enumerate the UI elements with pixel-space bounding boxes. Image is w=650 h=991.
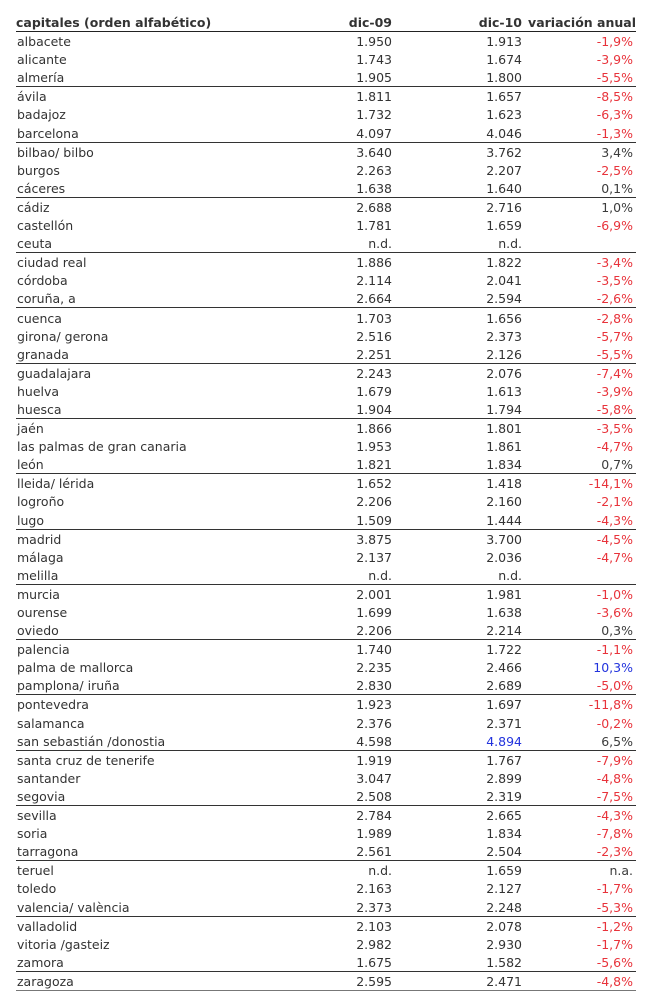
variation-cell: -7,9% (596, 752, 633, 768)
header-row (16, 12, 636, 32)
dic-09-cell: 2.376 (356, 715, 392, 731)
variation-cell: -1,2% (596, 918, 633, 934)
variation-cell: -5,3% (522, 897, 636, 916)
dic-09-cell: 2.516 (356, 328, 392, 344)
dic-10-cell: 1.640 (392, 179, 522, 198)
variation-cell: -7,4% (596, 365, 633, 381)
price-table (16, 12, 636, 991)
city-cell: barcelona (16, 123, 284, 142)
dic-10-cell: n.d. (392, 566, 522, 585)
dic-09-cell: 1.743 (356, 52, 392, 68)
table-row (16, 603, 636, 621)
variation-cell: -4,7% (596, 549, 633, 565)
city-cell: girona/ gerona (17, 328, 109, 344)
dic-10-cell: 1.767 (486, 752, 522, 768)
dic-10-cell: 1.794 (392, 400, 522, 419)
table-row (16, 197, 636, 216)
city-cell: cádiz (17, 199, 50, 215)
dic-10-cell: 4.046 (392, 123, 522, 142)
city-cell: coruña, a (16, 289, 284, 308)
table-row (16, 621, 636, 640)
dic-10-cell: 1.722 (486, 642, 522, 658)
variation-cell: -5,7% (596, 328, 633, 344)
dic-09-cell: 1.638 (284, 179, 392, 198)
dic-09-cell: 3.875 (356, 531, 392, 547)
dic-09-cell: 2.561 (284, 842, 392, 861)
table-row (16, 455, 636, 474)
city-cell: albacete (17, 34, 71, 50)
city-cell: huelva (17, 383, 60, 399)
variation-cell: -2,1% (596, 494, 633, 510)
dic-09-cell: 1.811 (356, 89, 392, 105)
dic-10-cell: 1.834 (392, 455, 522, 474)
dic-10-cell: 1.418 (486, 476, 522, 492)
dic-09-cell: 1.923 (356, 697, 392, 713)
dic-10-cell: 2.899 (486, 770, 522, 786)
table-row (16, 584, 636, 603)
dic-10-cell: n.d. (392, 234, 522, 253)
variation-cell: -7,8% (596, 826, 633, 842)
variation-cell: -1,7% (596, 936, 633, 952)
dic-10-cell: 2.207 (486, 162, 522, 178)
city-cell: ourense (17, 605, 68, 620)
dic-09-cell: 1.904 (284, 400, 392, 419)
dic-10-cell: 2.078 (486, 918, 522, 934)
variation-cell (522, 566, 636, 585)
dic-09-cell: 2.206 (284, 621, 392, 640)
city-cell: palencia (17, 642, 70, 658)
dic-10-cell: 1.800 (392, 68, 522, 87)
dic-10-cell: 2.214 (392, 621, 522, 640)
table-row (16, 418, 636, 437)
city-cell: ávila (17, 89, 47, 105)
dic-10-cell: 2.716 (486, 199, 522, 215)
city-cell: ceuta (16, 234, 284, 253)
table-row (16, 750, 636, 769)
dic-10-cell: 2.665 (486, 808, 522, 824)
header-variation: variación anual (522, 12, 636, 32)
city-cell: pontevedra (17, 697, 89, 713)
city-cell: lugo (16, 510, 284, 529)
table-row (16, 842, 636, 861)
variation-cell: 10,3% (593, 660, 633, 676)
table-row (16, 363, 636, 382)
dic-09-cell: 1.866 (356, 421, 392, 437)
variation-cell: -1,0% (596, 586, 633, 602)
variation-cell: -3,5% (596, 421, 633, 437)
dic-09-cell: 1.732 (356, 107, 392, 123)
dic-10-cell: 2.930 (486, 936, 522, 952)
variation-cell: 0,7% (522, 455, 636, 474)
dic-10-cell: 2.373 (486, 328, 522, 344)
table-row (16, 805, 636, 824)
city-cell: santa cruz de tenerife (17, 752, 155, 768)
variation-cell: -1,1% (596, 642, 633, 658)
variation-cell: -5,8% (522, 400, 636, 419)
city-cell: huesca (16, 400, 284, 419)
city-cell: pamplona/ iruña (16, 676, 284, 695)
variation-cell: -2,8% (596, 310, 633, 326)
dic-09-cell: 1.953 (356, 439, 392, 455)
variation-cell: -3,9% (596, 383, 633, 399)
dic-10-cell: 1.623 (486, 107, 522, 123)
dic-09-cell: 2.784 (356, 808, 392, 824)
table-row (16, 308, 636, 327)
dic-10-cell: 3.762 (486, 144, 522, 160)
city-cell: burgos (17, 162, 60, 178)
dic-09-cell: 2.163 (356, 881, 392, 897)
table-row (16, 234, 636, 253)
dic-09-cell: 2.263 (356, 162, 392, 178)
variation-cell: 0,1% (522, 179, 636, 198)
variation-cell: -3,6% (596, 605, 633, 620)
variation-cell: 0,3% (522, 621, 636, 640)
city-cell: jaén (17, 421, 44, 437)
dic-09-cell: 1.919 (356, 752, 392, 768)
dic-10-cell: 2.076 (486, 365, 522, 381)
variation-cell: -6,3% (596, 107, 633, 123)
dic-09-cell: n.d. (284, 234, 392, 253)
variation-cell: -0,2% (596, 715, 633, 731)
variation-cell: 6,5% (522, 732, 636, 751)
variation-cell: -2,3% (522, 842, 636, 861)
variation-cell (522, 234, 636, 253)
city-cell: murcia (17, 586, 60, 602)
table-row (16, 787, 636, 806)
table-row (16, 971, 636, 990)
dic-10-cell: 2.466 (486, 660, 522, 676)
dic-10-cell: 1.659 (486, 863, 522, 879)
table-row (16, 695, 636, 714)
table-row (16, 271, 636, 289)
dic-09-cell: 2.664 (284, 289, 392, 308)
city-cell: palma de mallorca (17, 660, 134, 676)
variation-cell: -3,9% (596, 52, 633, 68)
dic-10-cell: 1.697 (486, 697, 522, 713)
variation-cell: -4,3% (522, 510, 636, 529)
city-cell: lleida/ lérida (17, 476, 95, 492)
dic-09-cell: 2.688 (356, 199, 392, 215)
dic-10-cell: 1.659 (486, 218, 522, 234)
header-dic-09: dic-09 (284, 12, 392, 32)
table-row (16, 32, 636, 51)
table-row (16, 713, 636, 731)
table-row (16, 142, 636, 161)
table-row (16, 87, 636, 106)
dic-09-cell: 2.243 (356, 365, 392, 381)
city-cell: madrid (17, 531, 62, 547)
city-cell: toledo (17, 881, 57, 897)
variation-cell: -4,7% (596, 439, 633, 455)
variation-cell: -14,1% (588, 476, 633, 492)
table-row (16, 935, 636, 953)
table-row (16, 123, 636, 142)
table-row (16, 732, 636, 751)
city-cell: león (16, 455, 284, 474)
city-cell: logroño (17, 494, 65, 510)
dic-09-cell: 2.206 (356, 494, 392, 510)
dic-10-cell: 1.834 (486, 826, 522, 842)
dic-10-cell: 2.160 (486, 494, 522, 510)
table-row (16, 105, 636, 123)
table-row (16, 253, 636, 272)
variation-cell: -4,8% (522, 971, 636, 990)
table-row (16, 492, 636, 510)
city-cell: sevilla (17, 808, 57, 824)
table-row (16, 676, 636, 695)
table-row (16, 68, 636, 87)
table-row (16, 437, 636, 455)
dic-09-cell: 2.251 (284, 345, 392, 364)
city-cell: almería (16, 68, 284, 87)
variation-cell: -4,5% (596, 531, 633, 547)
table-row (16, 345, 636, 364)
variation-cell: -5,6% (522, 953, 636, 972)
variation-cell: -1,9% (596, 34, 633, 50)
table-body (16, 32, 636, 991)
variation-cell: 1,0% (601, 199, 633, 215)
city-cell: teruel (17, 863, 54, 879)
city-cell: san sebastián /donostia (16, 732, 284, 751)
table-row (16, 179, 636, 198)
dic-10-cell: 2.041 (486, 273, 522, 289)
table-row (16, 916, 636, 935)
dic-09-cell: 1.675 (284, 953, 392, 972)
variation-cell: -5,5% (522, 68, 636, 87)
city-cell: córdoba (17, 273, 68, 289)
dic-09-cell: 2.373 (284, 897, 392, 916)
dic-10-cell: 1.801 (486, 421, 522, 437)
variation-cell: -11,8% (588, 697, 633, 713)
dic-09-cell: n.d. (284, 566, 392, 585)
dic-09-cell: 1.905 (284, 68, 392, 87)
dic-10-cell: 1.981 (486, 586, 522, 602)
dic-09-cell: 2.235 (356, 660, 392, 676)
city-cell: cuenca (17, 310, 62, 326)
table-row (16, 474, 636, 493)
table-row (16, 529, 636, 548)
variation-cell: -6,9% (596, 218, 633, 234)
table-row (16, 382, 636, 400)
variation-cell: -3,5% (596, 273, 633, 289)
variation-cell: -1,7% (596, 881, 633, 897)
dic-09-cell: 3.640 (356, 144, 392, 160)
variation-cell: -2,6% (522, 289, 636, 308)
variation-cell: 3,4% (601, 144, 633, 160)
variation-cell: -1,3% (522, 123, 636, 142)
dic-09-cell: 2.508 (284, 787, 392, 806)
dic-10-cell: 2.248 (392, 897, 522, 916)
city-cell: las palmas de gran canaria (17, 439, 187, 455)
city-cell: ciudad real (17, 255, 87, 271)
dic-09-cell: 2.137 (356, 549, 392, 565)
city-cell: cáceres (16, 179, 284, 198)
header-dic-10: dic-10 (392, 12, 522, 32)
table-row (16, 50, 636, 68)
variation-cell: -2,5% (596, 162, 633, 178)
table-row (16, 879, 636, 897)
table-row (16, 897, 636, 916)
dic-10-cell: 2.371 (486, 715, 522, 731)
variation-cell: -7,5% (522, 787, 636, 806)
dic-09-cell: 2.114 (356, 273, 392, 289)
dic-09-cell: 3.047 (356, 770, 392, 786)
dic-10-cell: 4.894 (392, 732, 522, 751)
dic-10-cell: 1.861 (486, 439, 522, 455)
table-row (16, 216, 636, 234)
dic-09-cell: 1.886 (356, 255, 392, 271)
city-cell: melilla (16, 566, 284, 585)
dic-10-cell: 2.594 (392, 289, 522, 308)
dic-09-cell: 1.652 (356, 476, 392, 492)
table-row (16, 327, 636, 345)
table-row (16, 953, 636, 972)
table-row (16, 566, 636, 585)
city-cell: santander (17, 770, 81, 786)
city-cell: castellón (17, 218, 74, 234)
city-cell: valladolid (17, 918, 78, 934)
dic-10-cell: 1.613 (486, 383, 522, 399)
table-row (16, 548, 636, 566)
table-row (16, 824, 636, 842)
dic-10-cell: 1.674 (486, 52, 522, 68)
dic-10-cell: 2.504 (392, 842, 522, 861)
city-cell: bilbao/ bilbo (17, 144, 94, 160)
variation-cell: n.a. (609, 863, 633, 879)
dic-10-cell: 3.700 (486, 531, 522, 547)
city-cell: guadalajara (17, 365, 92, 381)
dic-10-cell: 2.036 (486, 549, 522, 565)
table-row (16, 161, 636, 179)
dic-10-cell: 2.319 (392, 787, 522, 806)
variation-cell: -4,8% (596, 770, 633, 786)
dic-10-cell: 1.444 (392, 510, 522, 529)
dic-10-cell: 1.638 (486, 605, 522, 620)
variation-cell: -4,3% (596, 808, 633, 824)
variation-cell: -5,5% (522, 345, 636, 364)
city-cell: oviedo (16, 621, 284, 640)
dic-10-cell: 1.913 (486, 34, 522, 50)
city-cell: málaga (17, 549, 64, 565)
dic-09-cell: 2.103 (356, 918, 392, 934)
city-cell: zamora (16, 953, 284, 972)
city-cell: valencia/ valència (16, 897, 284, 916)
city-cell: badajoz (17, 107, 66, 123)
dic-10-cell: 2.127 (486, 881, 522, 897)
table-row (16, 510, 636, 529)
city-cell: zaragoza (16, 971, 284, 990)
dic-09-cell: 2.595 (284, 971, 392, 990)
city-cell: granada (16, 345, 284, 364)
table-row (16, 861, 636, 880)
table-row (16, 769, 636, 787)
dic-09-cell: 1.821 (284, 455, 392, 474)
dic-09-cell: 4.598 (284, 732, 392, 751)
city-cell: salamanca (17, 715, 85, 731)
city-cell: tarragona (16, 842, 284, 861)
city-cell: soria (17, 826, 48, 842)
dic-10-cell: 2.471 (392, 971, 522, 990)
variation-cell: -8,5% (596, 89, 633, 105)
city-cell: segovia (16, 787, 284, 806)
dic-09-cell: 2.982 (356, 936, 392, 952)
table-row (16, 640, 636, 659)
dic-09-cell: 1.703 (356, 310, 392, 326)
variation-cell: -5,0% (522, 676, 636, 695)
table-row (16, 400, 636, 419)
dic-09-cell: 1.989 (356, 826, 392, 842)
dic-09-cell: 4.097 (284, 123, 392, 142)
dic-09-cell: 2.001 (356, 586, 392, 602)
dic-09-cell: 2.830 (284, 676, 392, 695)
table-row (16, 658, 636, 676)
table-row (16, 289, 636, 308)
dic-09-cell: 1.509 (284, 510, 392, 529)
dic-09-cell: 1.679 (356, 383, 392, 399)
dic-10-cell: 1.656 (486, 310, 522, 326)
header-city: capitales (orden alfabético) (16, 12, 284, 32)
city-cell: vitoria /gasteiz (17, 936, 110, 952)
dic-10-cell: 1.822 (486, 255, 522, 271)
dic-10-cell: 1.582 (392, 953, 522, 972)
dic-09-cell: 1.740 (356, 642, 392, 658)
dic-09-cell: n.d. (368, 863, 392, 879)
dic-09-cell: 1.781 (356, 218, 392, 234)
dic-10-cell: 2.689 (392, 676, 522, 695)
variation-cell: -3,4% (596, 255, 633, 271)
city-cell: alicante (17, 52, 67, 68)
dic-09-cell: 1.950 (356, 34, 392, 50)
dic-09-cell: 1.699 (356, 605, 392, 620)
dic-10-cell: 2.126 (392, 345, 522, 364)
dic-10-cell: 1.657 (486, 89, 522, 105)
